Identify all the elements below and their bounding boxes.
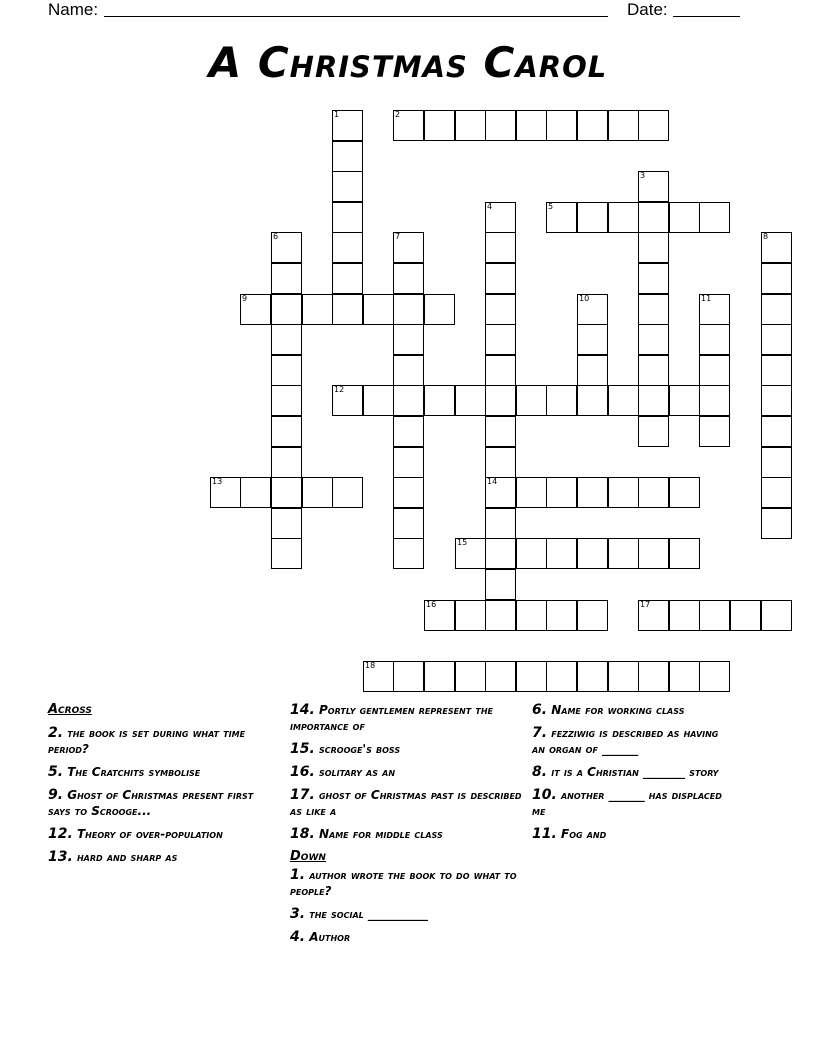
clue-item-text: fezziwig is described as having an organ of ______ [532,726,719,756]
grid-cell[interactable] [393,538,424,569]
grid-cell[interactable] [761,263,792,294]
grid-cell[interactable] [699,355,730,386]
clue-item [290,702,526,734]
grid-cell[interactable] [240,294,271,325]
date-label: Date: [627,0,668,19]
grid-cell[interactable] [485,385,516,416]
clue-number: 3 [640,171,646,180]
grid-cell[interactable] [271,324,302,355]
grid-cell[interactable] [699,385,730,416]
grid-cell[interactable] [271,447,302,478]
grid-cell[interactable] [393,416,424,447]
grid-cell[interactable] [332,477,363,508]
clue-number: 10 [579,294,590,303]
grid-cell[interactable] [638,661,669,692]
grid-cell[interactable] [363,294,394,325]
grid-cell[interactable] [608,661,639,692]
grid-cell[interactable] [393,232,424,263]
grid-cell[interactable] [240,477,271,508]
clue-item-text: ghost of Christmas past is described as like a [290,788,522,818]
grid-cell[interactable] [302,294,333,325]
grid-cell[interactable] [485,232,516,263]
grid-cell[interactable] [516,661,547,692]
clue-item-text: The Cratchits symbolise [63,765,201,779]
grid-cell[interactable] [455,110,486,141]
grid-cell[interactable] [393,477,424,508]
grid-cell[interactable] [424,294,455,325]
grid-cell[interactable] [455,538,486,569]
clue-item-text: scrooge's boss [314,742,401,756]
grid-cell[interactable] [577,477,608,508]
grid-cell[interactable] [761,385,792,416]
grid-cell[interactable] [699,202,730,233]
clue-number: 14 [487,477,498,486]
grid-cell[interactable] [669,538,700,569]
grid-cell[interactable] [699,416,730,447]
clue-item-text: Theory of over-population [72,827,223,841]
clue-item-text: Portly gentlemen represent the importance of [290,703,493,733]
grid-cell[interactable] [638,294,669,325]
clue-number: 5 [548,202,554,211]
grid-cell[interactable] [455,600,486,631]
clue-number: 9 [242,294,248,303]
clues-column-1 [48,702,268,872]
grid-cell[interactable] [608,385,639,416]
grid-cell[interactable] [638,385,669,416]
grid-cell[interactable] [638,171,669,202]
grid-cell[interactable] [516,600,547,631]
clue-item-text: Ghost of Christmas present first says to Scrooge... [48,788,254,818]
grid-cell[interactable] [485,324,516,355]
clue-item-number: 16. [290,764,315,780]
clue-item-number: 17. [290,787,315,803]
clue-item [48,826,268,842]
grid-cell[interactable] [577,294,608,325]
clue-item [532,764,732,780]
clue-item-number: 1. [290,867,306,883]
down-heading: Down [290,849,326,864]
grid-cell[interactable] [761,600,792,631]
grid-cell[interactable] [669,661,700,692]
grid-cell[interactable] [669,477,700,508]
clue-item-number: 4. [290,929,306,945]
clue-item-text: Author [305,930,351,944]
grid-cell[interactable] [546,477,577,508]
clue-item [48,764,268,780]
grid-cell[interactable] [485,538,516,569]
grid-cell[interactable] [577,324,608,355]
grid-cell[interactable] [699,600,730,631]
clue-item [48,849,268,865]
grid-cell[interactable] [332,385,363,416]
grid-cell[interactable] [393,385,424,416]
grid-cell[interactable] [761,294,792,325]
clue-item-text: another ______ has displaced me [532,788,722,818]
clue-item-number: 3. [290,906,306,922]
grid-cell[interactable] [332,202,363,233]
grid-cell[interactable] [669,202,700,233]
grid-cell[interactable] [485,294,516,325]
clue-item [290,764,526,780]
grid-cell[interactable] [393,355,424,386]
grid-cell[interactable] [485,508,516,539]
grid-cell[interactable] [393,294,424,325]
grid-cell[interactable] [332,110,363,141]
clue-item-text: Name for middle class [314,827,443,841]
grid-cell[interactable] [699,661,730,692]
grid-cell[interactable] [577,110,608,141]
name-label: Name: [48,0,99,19]
clue-item-number: 13. [48,849,73,865]
clue-item-number: 7. [532,725,548,741]
grid-cell[interactable] [332,232,363,263]
clue-item [290,906,526,922]
clue-item-number: 2. [48,725,64,741]
clue-number: 16 [426,600,437,609]
grid-cell[interactable] [485,355,516,386]
grid-cell[interactable] [761,416,792,447]
grid-cell[interactable] [210,477,241,508]
grid-cell[interactable] [332,294,363,325]
grid-cell[interactable] [485,416,516,447]
grid-cell[interactable] [302,477,333,508]
grid-cell[interactable] [577,600,608,631]
grid-cell[interactable] [332,141,363,172]
clue-number: 6 [273,232,279,241]
grid-cell[interactable] [577,661,608,692]
clue-number: 4 [487,202,493,211]
grid-cell[interactable] [485,202,516,233]
clue-item-text: hard and sharp as [72,850,178,864]
clue-number: 8 [763,232,769,241]
grid-cell[interactable] [393,508,424,539]
puzzle-title: A Christmas Carol [208,38,608,87]
grid-cell[interactable] [393,447,424,478]
clue-number: 2 [395,110,401,119]
grid-cell[interactable] [271,294,302,325]
clue-item-number: 6. [532,702,548,718]
clue-item [48,787,268,819]
grid-cell[interactable] [271,477,302,508]
grid-cell[interactable] [608,202,639,233]
grid-cell[interactable] [761,324,792,355]
grid-cell[interactable] [761,477,792,508]
clue-number: 13 [212,477,223,486]
grid-cell[interactable] [730,600,761,631]
grid-cell[interactable] [271,508,302,539]
grid-cell[interactable] [424,385,455,416]
grid-cell[interactable] [485,661,516,692]
clue-item [290,741,526,757]
clue-number: 18 [365,661,376,670]
clue-item [290,826,526,842]
grid-cell[interactable] [577,385,608,416]
grid-cell[interactable] [485,569,516,600]
grid-cell[interactable] [638,110,669,141]
across-heading: Across [48,702,92,717]
grid-cell[interactable] [271,416,302,447]
clue-number: 12 [334,385,345,394]
clue-number: 7 [395,232,401,241]
grid-cell[interactable] [485,477,516,508]
grid-cell[interactable] [271,355,302,386]
grid-cell[interactable] [393,324,424,355]
grid-cell[interactable] [577,355,608,386]
grid-cell[interactable] [608,477,639,508]
grid-cell[interactable] [638,324,669,355]
clue-item [48,725,268,757]
grid-cell[interactable] [424,600,455,631]
grid-cell[interactable] [393,110,424,141]
clue-item [532,725,732,757]
grid-cell[interactable] [761,508,792,539]
grid-cell[interactable] [669,385,700,416]
clue-item [290,867,526,899]
grid-cell[interactable] [761,355,792,386]
clue-number: 11 [701,294,712,303]
clue-item-number: 12. [48,826,73,842]
grid-cell[interactable] [638,600,669,631]
grid-cell[interactable] [638,416,669,447]
clues-column-3 [532,702,732,849]
grid-cell[interactable] [546,110,577,141]
clue-item-text: the book is set during what time period? [48,726,246,756]
grid-cell[interactable] [761,447,792,478]
grid-cell[interactable] [761,232,792,263]
grid-cell[interactable] [638,355,669,386]
grid-cell[interactable] [424,110,455,141]
grid-cell[interactable] [638,232,669,263]
grid-cell[interactable] [485,263,516,294]
clue-number: 15 [457,538,468,547]
grid-cell[interactable] [455,385,486,416]
clues-column-2 [290,702,526,952]
clue-item [290,787,526,819]
grid-cell[interactable] [516,477,547,508]
clue-item-number: 14. [290,702,315,718]
grid-cell[interactable] [699,294,730,325]
grid-cell[interactable] [516,110,547,141]
clue-item-number: 9. [48,787,64,803]
grid-cell[interactable] [608,110,639,141]
grid-cell[interactable] [485,110,516,141]
clue-item-text: Fog and [556,827,607,841]
grid-cell[interactable] [271,385,302,416]
clue-number: 1 [334,110,340,119]
clue-item-number: 8. [532,764,548,780]
clue-item-text: solitary as an [314,765,396,779]
grid-cell[interactable] [271,232,302,263]
clue-item [532,702,732,718]
grid-cell[interactable] [546,600,577,631]
grid-cell[interactable] [546,202,577,233]
grid-cell[interactable] [638,538,669,569]
grid-cell[interactable] [638,202,669,233]
clue-item-text: Name for working class [547,703,685,717]
grid-cell[interactable] [546,385,577,416]
grid-cell[interactable] [546,538,577,569]
clue-item-text: author wrote the book to do what to people? [290,868,517,898]
clue-item-number: 11. [532,826,557,842]
grid-cell[interactable] [669,600,700,631]
grid-cell[interactable] [485,600,516,631]
grid-cell[interactable] [271,263,302,294]
clue-item-text: it is a Christian _______ story [547,765,719,779]
clue-item [290,929,526,945]
clue-item [532,787,732,819]
grid-cell[interactable] [393,661,424,692]
grid-cell[interactable] [424,661,455,692]
clue-item-number: 18. [290,826,315,842]
grid-cell[interactable] [516,385,547,416]
clue-item-text: the social __________ [305,907,428,921]
clue-item [532,826,732,842]
grid-cell[interactable] [363,661,394,692]
grid-cell[interactable] [608,538,639,569]
grid-cell[interactable] [577,202,608,233]
grid-cell[interactable] [271,538,302,569]
grid-cell[interactable] [638,477,669,508]
grid-cell[interactable] [363,385,394,416]
grid-cell[interactable] [393,263,424,294]
grid-cell[interactable] [577,538,608,569]
clue-item-number: 5. [48,764,64,780]
clue-number: 17 [640,600,651,609]
grid-cell[interactable] [485,447,516,478]
clue-item-number: 15. [290,741,315,757]
grid-cell[interactable] [638,263,669,294]
clue-item-number: 10. [532,787,557,803]
grid-cell[interactable] [699,324,730,355]
grid-cell[interactable] [332,263,363,294]
grid-cell[interactable] [546,661,577,692]
grid-cell[interactable] [332,171,363,202]
grid-cell[interactable] [455,661,486,692]
grid-cell[interactable] [516,538,547,569]
